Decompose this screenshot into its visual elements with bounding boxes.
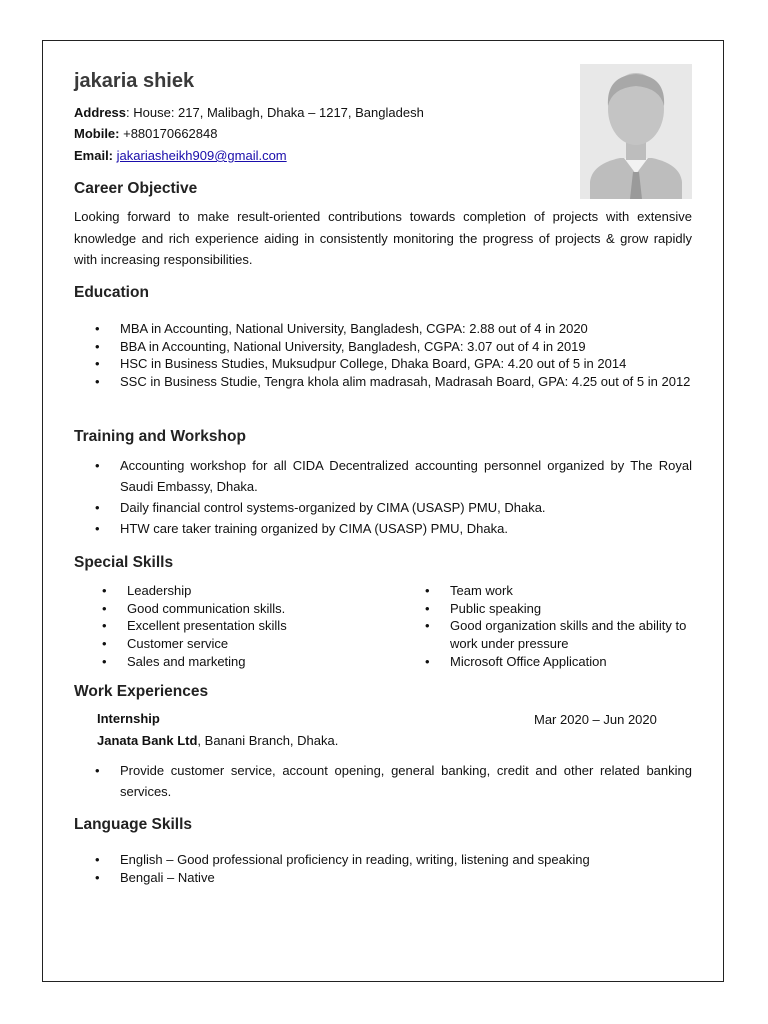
education-item: • BBA in Accounting, National University, Bangladesh, CGPA: 3.07 out of 4 in 2019 bbox=[120, 338, 692, 356]
address-line bbox=[74, 105, 424, 120]
skills-list-left bbox=[127, 582, 407, 671]
email-label: Email: bbox=[74, 148, 114, 163]
work-duty-item: • Provide customer service, account opening, general banking, credit and other related banking services. bbox=[120, 760, 692, 802]
language-item: • English – Good professional proficiency in reading, writing, listening and speaking bbox=[120, 851, 692, 869]
training-heading: Training and Workshop bbox=[74, 428, 246, 445]
mobile-label: Mobile: bbox=[74, 126, 120, 141]
skill-item: • Good communication skills. bbox=[127, 600, 407, 618]
job-dates: Mar 2020 – Jun 2020 bbox=[534, 712, 657, 727]
training-item: • Accounting workshop for all CIDA Decentralized accounting personnel organized by The Royal Saudi Embassy, Dhaka. bbox=[120, 455, 692, 497]
company-branch: , Banani Branch, Dhaka. bbox=[197, 733, 339, 748]
skill-item: • Sales and marketing bbox=[127, 653, 407, 671]
language-skills-heading: Language Skills bbox=[74, 816, 193, 833]
career-objective-text: Looking forward to make result-oriented contributions towards completion of projects with extensive knowledge and rich experience aiding in consistently monitoring the progress of projects & grow rapidly with increasing responsibilities. bbox=[74, 209, 692, 267]
skills-list-right bbox=[450, 582, 690, 671]
special-skills-heading: Special Skills bbox=[74, 554, 174, 571]
language-item: • Bengali – Native bbox=[120, 869, 692, 887]
mobile-value: +880170662848 bbox=[119, 126, 218, 141]
email-link[interactable]: jakariasheikh909@gmail.com bbox=[116, 148, 287, 163]
work-duties-list bbox=[120, 760, 692, 802]
address-label: Address bbox=[74, 105, 127, 120]
work-experience-heading: Work Experiences bbox=[74, 683, 209, 700]
company-name: Janata Bank Ltd bbox=[97, 733, 198, 748]
skill-item: • Leadership bbox=[127, 582, 407, 600]
education-heading: Education bbox=[74, 284, 149, 301]
training-item: • HTW care taker training organized by CIMA (USASP) PMU, Dhaka. bbox=[120, 518, 692, 539]
skill-item: • Microsoft Office Application bbox=[450, 653, 690, 671]
address-value: : House: 217, Malibagh, Dhaka – 1217, Bangladesh bbox=[126, 105, 424, 120]
training-item: • Daily financial control systems-organized by CIMA (USASP) PMU, Dhaka. bbox=[120, 497, 692, 518]
company-line bbox=[97, 733, 338, 748]
skill-item: • Customer service bbox=[127, 635, 407, 653]
job-title: Internship bbox=[97, 711, 160, 726]
skill-item: • Excellent presentation skills bbox=[127, 617, 407, 635]
skill-item: • Good organization skills and the ability to work under pressure bbox=[450, 617, 690, 652]
education-item: • MBA in Accounting, National University, Bangladesh, CGPA: 2.88 out of 4 in 2020 bbox=[120, 320, 692, 338]
education-item: • HSC in Business Studies, Muksudpur College, Dhaka Board, GPA: 4.20 out of 5 in 2014 bbox=[120, 355, 692, 373]
career-objective-heading: Career Objective bbox=[74, 180, 198, 197]
person-silhouette-icon bbox=[580, 64, 692, 199]
email-line bbox=[74, 148, 287, 163]
candidate-name: jakaria shiek bbox=[74, 70, 195, 92]
skill-item: • Public speaking bbox=[450, 600, 690, 618]
education-list bbox=[120, 320, 692, 390]
skill-item: • Team work bbox=[450, 582, 690, 600]
language-list bbox=[120, 851, 692, 887]
mobile-line bbox=[74, 126, 217, 141]
profile-photo-placeholder bbox=[580, 64, 692, 199]
education-item: • SSC in Business Studie, Tengra khola alim madrasah, Madrasah Board, GPA: 4.25 out of 5 in 2012 bbox=[120, 373, 692, 391]
training-list bbox=[120, 455, 692, 539]
